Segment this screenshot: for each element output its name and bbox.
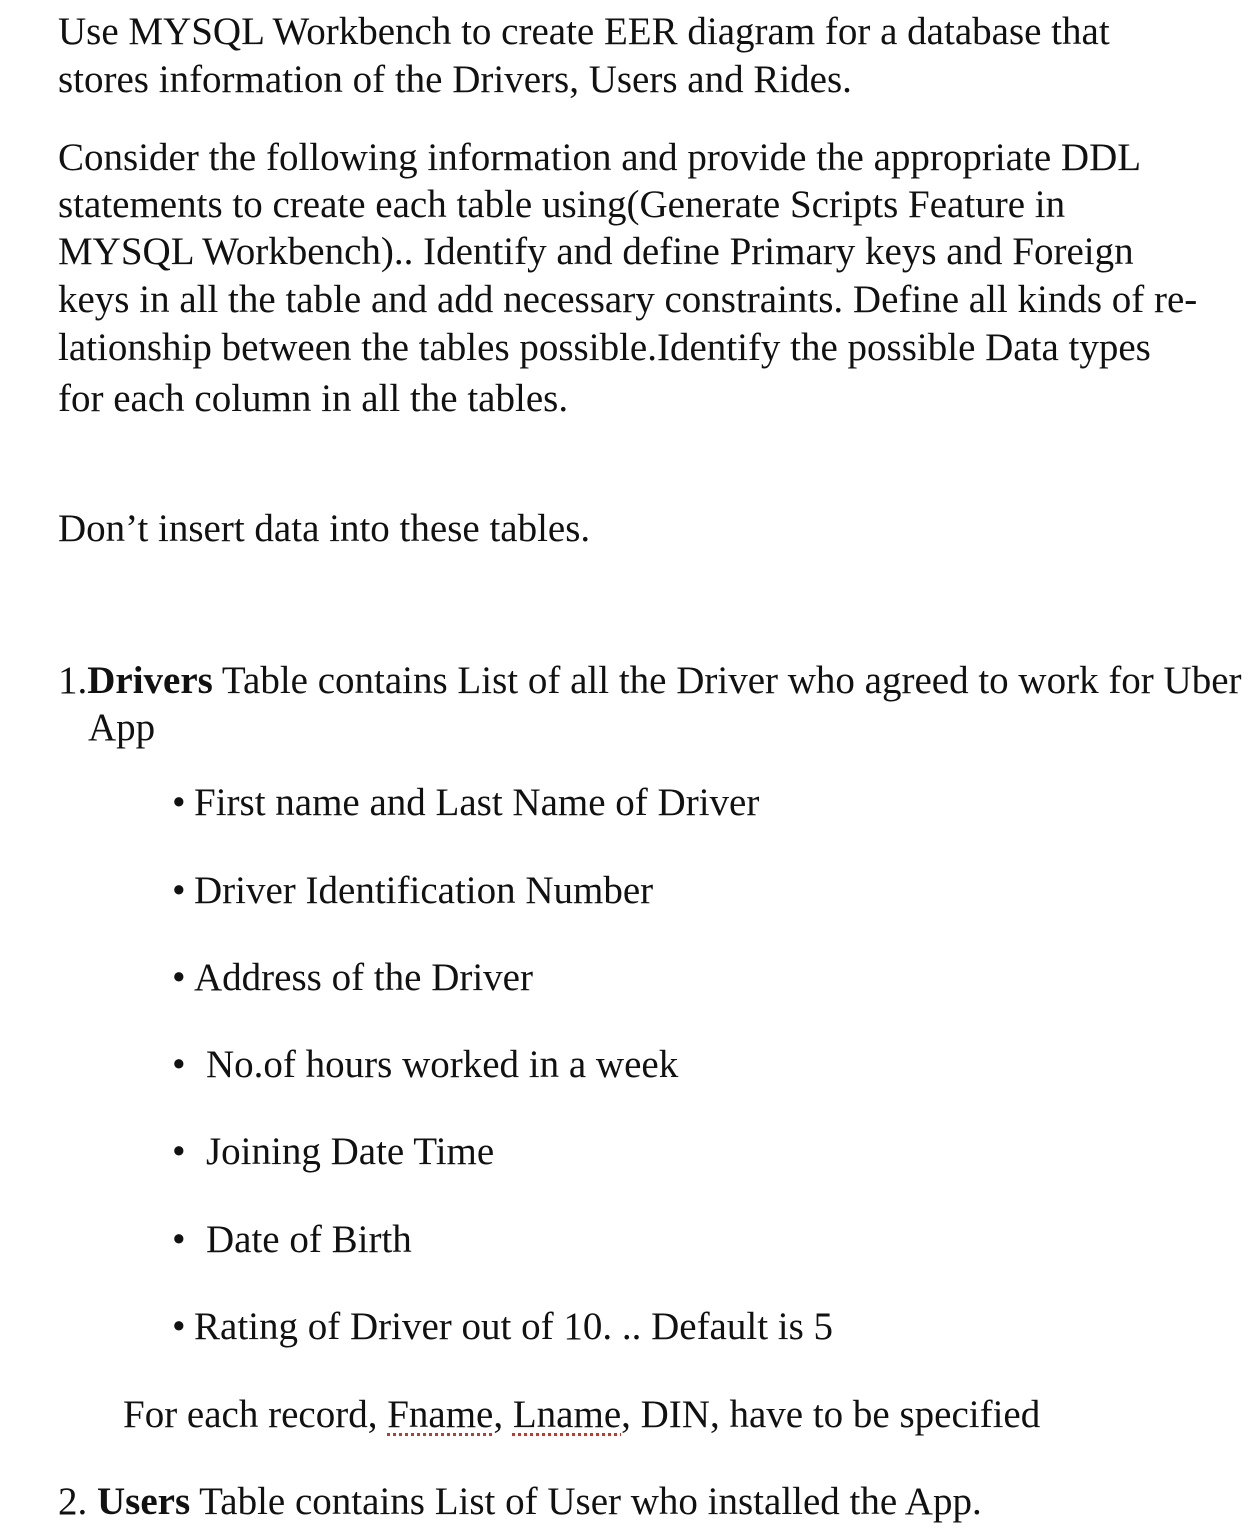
bullet-item [172, 1303, 833, 1351]
bullet-icon: • [172, 1130, 186, 1173]
section1-number: 1. [58, 659, 88, 702]
bullet-icon: • [172, 956, 186, 999]
bullet-icon: • [172, 1043, 186, 1086]
bullet-item [172, 954, 533, 1002]
bullet-icon: • [172, 1305, 186, 1348]
bullet-text: Driver Identification Number [194, 869, 654, 912]
bullet-item [172, 1041, 678, 1089]
requirement-prefix: For each record, [123, 1393, 388, 1436]
bullet-item [172, 867, 653, 915]
instructions-line-3: MYSQL Workbench).. Identify and define Primary keys and Foreign [58, 230, 1134, 273]
section1-description: Table contains List of all the Driver who agreed to work for Uber [212, 659, 1242, 702]
intro-line-2: stores information of the Drivers, Users and Rides. [58, 58, 852, 101]
requirement-fname: Fname [387, 1393, 494, 1436]
bullet-text: Joining Date Time [206, 1130, 495, 1173]
section1-description-cont: App [88, 706, 156, 749]
section2-heading [58, 1478, 982, 1526]
bullet-item [172, 779, 759, 827]
bullet-item [172, 1128, 494, 1176]
bullet-text: Rating of Driver out of 10. .. Default is 5 [194, 1305, 834, 1348]
note-text: Don’t insert data into these tables. [58, 507, 591, 550]
section2-number: 2. [58, 1480, 97, 1523]
requirement-lname: Lname [512, 1393, 622, 1436]
bullet-text: Date of Birth [206, 1218, 412, 1261]
bullet-icon: • [172, 781, 186, 824]
instructions-line-5: lationship between the tables possible.Identify the possible Data types [58, 326, 1151, 369]
section1-heading [58, 657, 1242, 705]
section1-requirement [123, 1391, 1040, 1439]
bullet-text: No.of hours worked in a week [206, 1043, 679, 1086]
section2-table-name: Users [97, 1480, 191, 1523]
instructions-line-2: statements to create each table using(Generate Scripts Feature in [58, 183, 1066, 226]
intro-line-1: Use MYSQL Workbench to create EER diagram for a database that [58, 10, 1110, 53]
section2-description: Table contains List of User who installed the App. [190, 1480, 982, 1523]
bullet-text: First name and Last Name of Driver [194, 781, 760, 824]
bullet-item [172, 1216, 412, 1264]
requirement-separator: , [493, 1393, 513, 1436]
instructions-line-1: Consider the following information and provide the appropriate DDL [58, 136, 1142, 179]
instructions-line-6: for each column in all the tables. [58, 377, 569, 420]
bullet-icon: • [172, 869, 186, 912]
bullet-icon: • [172, 1218, 186, 1261]
requirement-suffix: , DIN, have to be specified [621, 1393, 1041, 1436]
section1-table-name: Drivers [87, 659, 213, 702]
instructions-line-4: keys in all the table and add necessary constraints. Define all kinds of re- [58, 278, 1198, 321]
bullet-text: Address of the Driver [194, 956, 533, 999]
